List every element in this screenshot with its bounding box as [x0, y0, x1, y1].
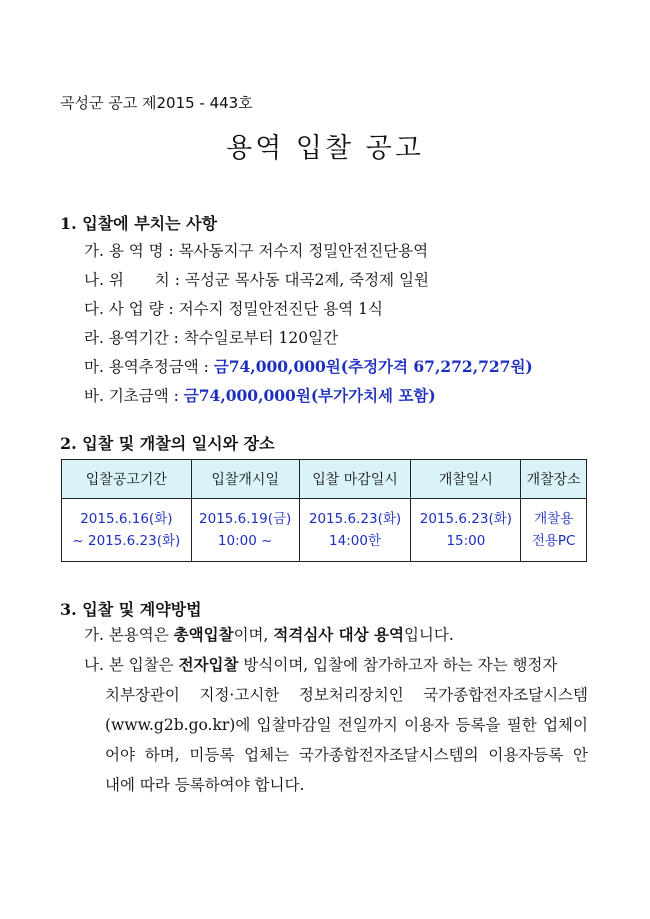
screening-type: 적격심사 대상 용역: [273, 625, 404, 644]
cell-announce-period: [62, 499, 192, 562]
paragraph-line: 치부장관이 지정·고시한 정보처리장치인 국가종합전자조달시스템: [105, 686, 588, 704]
base-amount: 금74,000,000원(부가가치세 포함): [183, 386, 436, 405]
item-value: 저수지 정밀안전진단 용역 1식: [178, 300, 384, 318]
paragraph-line: 내에 따라 등록하여야 합니다.: [105, 776, 305, 794]
paragraph-line: 어야 하며, 미등록 업체는 국가종합전자조달시스템의 이용자등록 안: [105, 746, 588, 764]
header-deadline: 입찰 마감일시: [299, 460, 411, 499]
section2-heading: 2. 입찰 및 개찰의 일시와 장소: [60, 434, 275, 453]
table-header-row: [62, 460, 587, 499]
text-run: 나. 본 입찰은: [84, 656, 179, 674]
cell-line: 전용PC: [531, 533, 576, 549]
list-item: [84, 620, 588, 650]
list-item: [84, 384, 436, 406]
cell-start-date: [191, 499, 299, 562]
cell-line: ~ 2015.6.23(화): [72, 533, 181, 549]
section3-heading: 3. 입찰 및 계약방법: [60, 600, 202, 619]
cell-line: 10:00 ~: [217, 533, 273, 549]
list-item: [84, 355, 533, 377]
text-run: 입니다.: [403, 626, 454, 644]
list-item: [84, 268, 429, 290]
item-value: 곡성군 목사동 대곡2제, 죽정제 일원: [184, 271, 429, 289]
item-label: 바. 기초금액 :: [84, 387, 184, 405]
item-value: 착수일로부터 120일간: [183, 329, 339, 347]
cell-opening-date: [411, 499, 521, 562]
cell-line: 14:00한: [329, 533, 381, 549]
paragraph-line: (www.g2b.go.kr)에 입찰마감일 전일까지 이용자 등록을 필한 업체이: [105, 716, 588, 734]
text-run: 방식이며, 입찰에 참가하고자 하는 자는 행정자: [238, 656, 558, 674]
cell-line: 2015.6.23(화): [419, 511, 513, 527]
cell-line: 2015.6.19(금): [199, 511, 292, 527]
item-label: 마. 용역추정금액 :: [84, 358, 214, 376]
cell-deadline: [299, 499, 411, 562]
notice-number: 곡성군 공고 제2015 - 443호: [60, 94, 253, 112]
section3-body: [84, 620, 588, 800]
cell-opening-place: [521, 499, 587, 562]
list-item: [84, 297, 383, 319]
bid-type: 총액입찰: [173, 625, 234, 644]
cell-line: 15:00: [446, 533, 486, 549]
table-row: [62, 499, 587, 562]
schedule-table: [61, 459, 587, 562]
text-run: 이며,: [233, 626, 274, 644]
bid-method: 전자입찰: [178, 655, 239, 674]
item-label: 다. 사 업 량 :: [84, 300, 179, 318]
item-label: 나. 위 치 :: [84, 271, 185, 289]
estimated-amount: 금74,000,000원(추정가격 67,272,727원): [213, 357, 533, 376]
header-start-date: 입찰개시일: [191, 460, 299, 499]
list-item: [84, 650, 588, 680]
cell-line: 2015.6.23(화): [308, 511, 402, 527]
header-opening-date: 개찰일시: [411, 460, 521, 499]
text-run: 가. 본용역은: [84, 626, 174, 644]
page-title: 용역 입찰 공고: [226, 133, 424, 164]
cell-line: 2015.6.16(화): [80, 511, 173, 527]
item-label: 가. 용 역 명 :: [84, 242, 179, 260]
item-value: 목사동지구 저수지 정밀안전진단용역: [178, 242, 429, 260]
section1-heading: 1. 입찰에 부치는 사항: [60, 214, 218, 233]
header-announce-period: 입찰공고기간: [62, 460, 192, 499]
list-item: [84, 326, 338, 348]
item-label: 라. 용역기간 :: [84, 329, 184, 347]
list-item: [84, 239, 428, 261]
header-opening-place: 개찰장소: [521, 460, 587, 499]
cell-line: 개찰용: [534, 511, 574, 527]
